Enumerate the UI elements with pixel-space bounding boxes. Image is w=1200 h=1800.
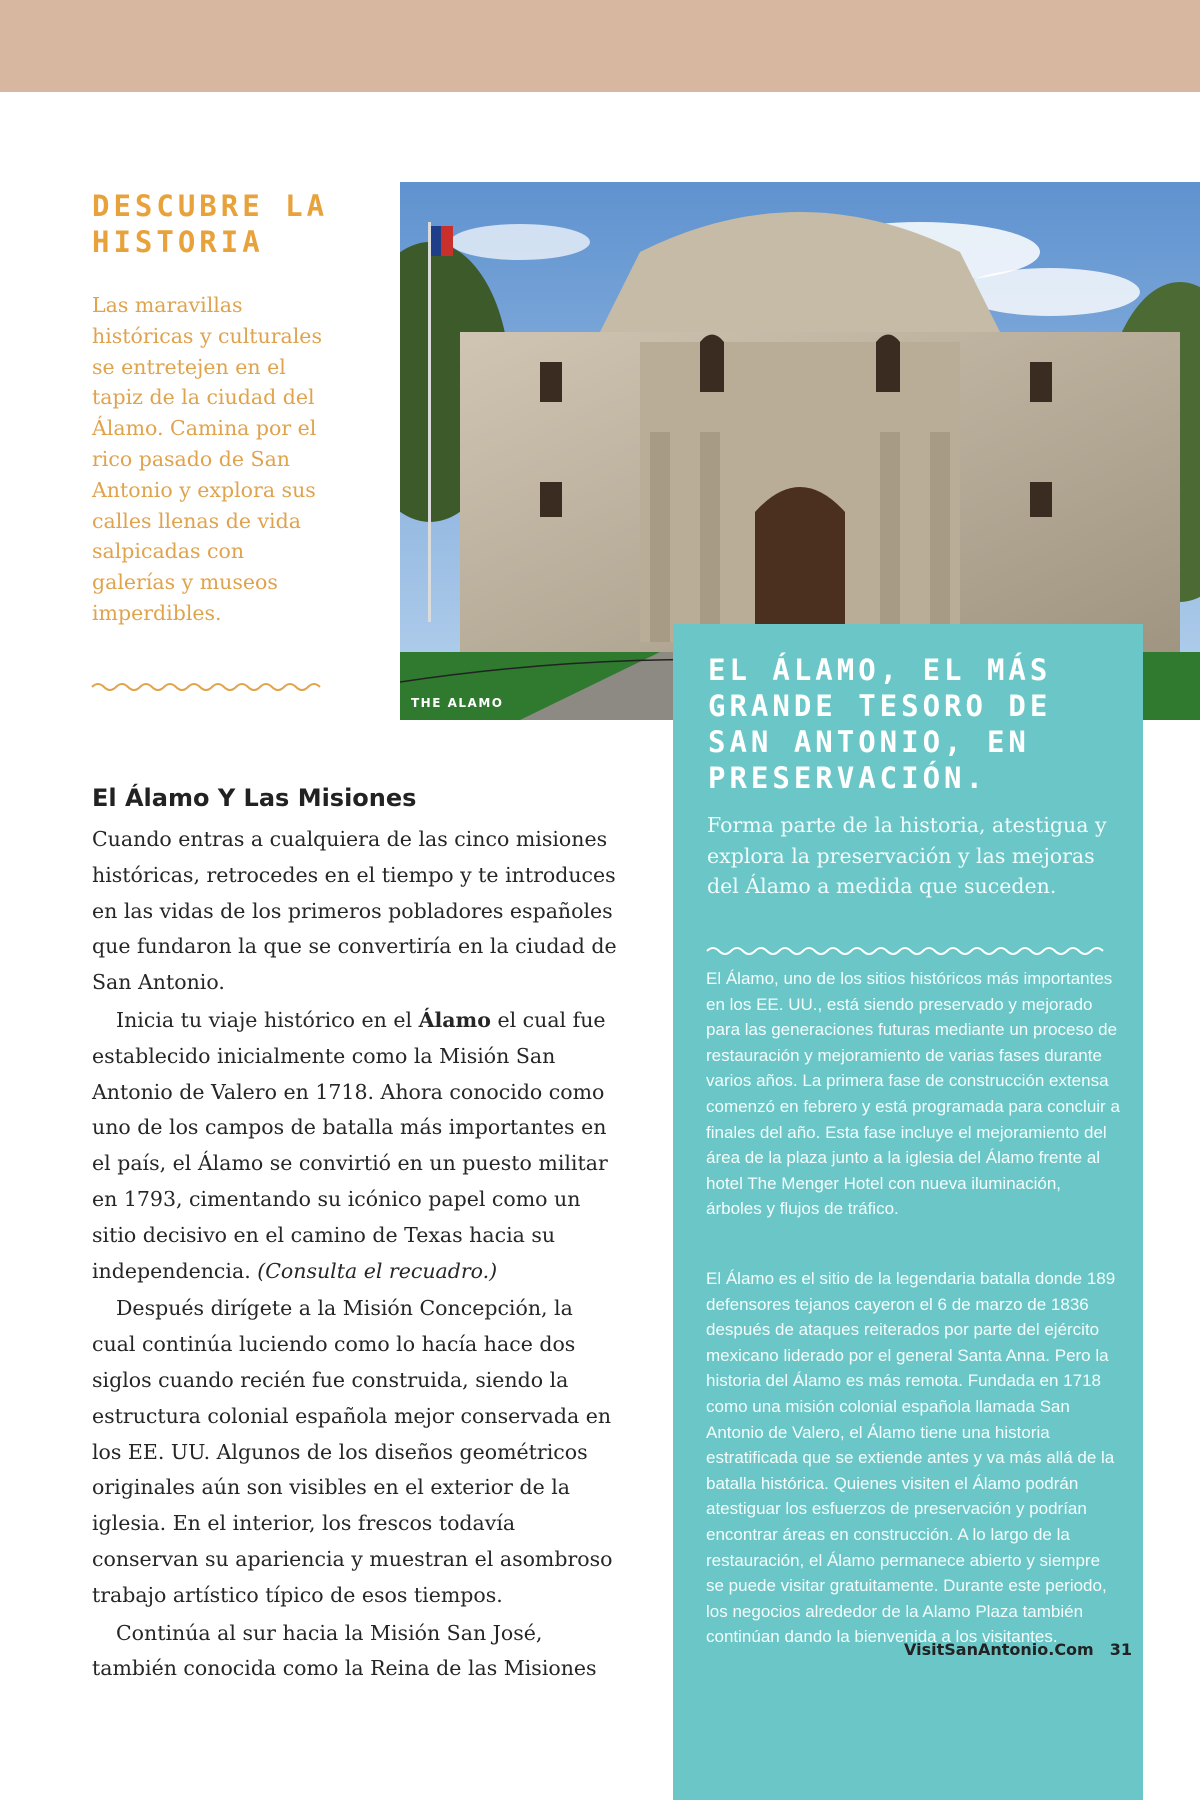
intro-text: Las maravillas históricas y culturales se entretejen en el tapiz de la ciudad del Álamo. Camina por el rico pasado de San Antonio y explora sus calles llenas de vida salpicadas con galerías y museos imperdibles.: [92, 293, 322, 625]
sidebar-box: [673, 624, 1143, 1800]
sidebar-paragraph-2: El Álamo es el sitio de la legendaria batalla donde 189 defensores tejanos cayeron el 6 de marzo de 1836 después de ataques reiterados por parte del ejército mexicano liderado por el general Santa Anna. Pero la historia del Álamo es más remota. Fundada en 1718 como una misión colonial española llamada San Antonio de Valero, el Álamo tiene una historia estratificada que se extiende antes y va más allá de la batalla histórica. Quienes visiten el Álamo podrán atestiguar los esfuerzos de preservación y podrían encontrar áreas en construcción. A lo largo de la restauración, el Álamo permanece abierto y siempre se puede visitar gratuitamente. Durante este periodo, los negocios alrededor de la Alamo Plaza también continúan dando la bienvenida a los visitantes.: [706, 1269, 1116, 1647]
article-paragraph-1: Cuando entras a cualquiera de las cinco misiones históricas, retrocedes en el tiempo y te introduces en las vidas de los primeros pobladores españoles que fundaron la que se convertiría en la ciudad de San Antonio.: [92, 827, 617, 995]
wave-divider-icon: [705, 944, 1109, 958]
alamo-bold: Álamo: [418, 1007, 491, 1032]
intro-title: DESCUBRE LA HISTORIA: [92, 189, 329, 259]
article-paragraph-2: Inicia tu viaje histórico en el Álamo el cual fue establecido inicialmente como la Misión San Antonio de Valero en 1718. Ahora conocido como uno de los campos de batalla más importantes en el país, el Álamo se convirtió en un puesto militar en 1793, cimentando su icónico papel como un sitio decisivo en el camino de Texas hacia su independencia. (Consulta el recuadro.): [92, 1007, 608, 1283]
top-color-band: [0, 0, 1200, 92]
sidebar-paragraph-1: El Álamo, uno de los sitios históricos más importantes en los EE. UU., está siendo preservado y mejorado para las generaciones futuras mediante un proceso de restauración y mejoramiento de varias fases durante varios años. La primera fase de construcción extensa comenzó en febrero y está programada para concluir a finales del año. Esta fase incluye el mejoramiento del área de la plaza junto a la iglesia del Álamo frente al hotel The Menger Hotel con nueva iluminación, árboles y flujos de tráfico.: [706, 969, 1120, 1219]
sidebar-reference: (Consulta el recuadro.): [257, 1258, 498, 1283]
article-paragraph-4: Continúa al sur hacia la Misión San José, también conocida como la Reina de las Misiones: [92, 1620, 597, 1681]
article-paragraph-3: Después dirígete a la Misión Concepción, la cual continúa luciendo como lo hacía hace dos siglos cuando recién fue construida, siendo la estructura colonial española mejor conservada en los EE. UU. Algunos de los diseños geométricos originales aún son visibles en el exterior de la iglesia. En el interior, los frescos todavía conservan su apariencia y muestran el asombroso trabajo artístico típico de esos tiempos.: [92, 1296, 613, 1607]
sidebar-lead: Forma parte de la historia, atestigua y explora la preservación y las mejoras del Álamo a medida que suceden.: [707, 813, 1107, 898]
article-heading: El Álamo Y Las Misiones: [92, 784, 417, 812]
article-body: [92, 822, 617, 1689]
page-number: 31: [1109, 1640, 1132, 1659]
wave-divider-icon: [90, 680, 326, 694]
photo-caption: THE ALAMO: [411, 696, 504, 710]
sidebar-title: EL ÁLAMO, EL MÁS GRANDE TESORO DE SAN ANTONIO, EN PRESERVACIÓN.: [708, 653, 1052, 795]
footer-site: VisitSanAntonio.Com: [904, 1640, 1094, 1659]
page-footer: [904, 1640, 1132, 1659]
